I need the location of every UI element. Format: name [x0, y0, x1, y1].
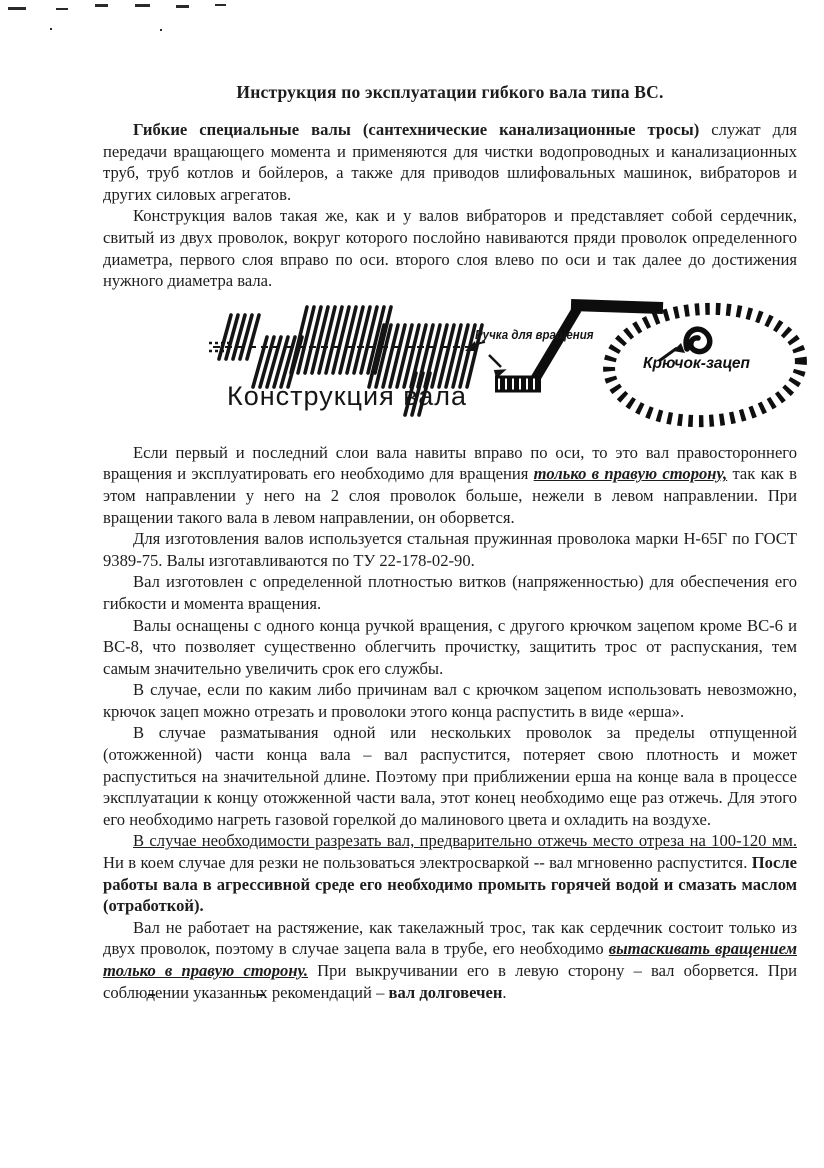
hook-label: Крючок-зацеп [643, 354, 750, 372]
p9-bold: После работы вала в агрессивной среде его необходимо промыть горячей водой и смазать маслом (отработкой). [103, 853, 797, 916]
scan-artifact [95, 4, 108, 7]
scan-artifact [50, 28, 52, 30]
p10-bold-end: вал долговечен [388, 982, 503, 1002]
paragraph-hook-removal: В случае, если по каким либо причинам вал с крючком зацепом использовать невозможно, крючок зацеп можно отрезать и проволоки этого конца распустить в виде «ерша». [103, 680, 797, 721]
paragraph-equipment: Валы оснащены с одного конца ручкой вращения, с другого крючком зацепом кроме ВС-6 и ВС-8, что позволяет существенно облегчить прочистку, защитить трос от распускания, тем самым значительно увеличить срок его службы. [103, 615, 797, 678]
p10-emphasis: вытаскивать вращением только в правую сторону. [103, 939, 798, 980]
scan-artifact [135, 4, 150, 7]
paragraph-cutting [103, 830, 797, 916]
scan-artifact [215, 4, 226, 6]
paragraph-density: Вал изготовлен с определенной плотностью витков (напряженностью) для обеспечения его гибкости и момента вращения. [103, 572, 797, 613]
scan-artifact [56, 8, 68, 10]
paragraph-construction: Конструкция валов такая же, как и у валов вибраторов и представляет собой сердечник, свитый из двух проволок, вокруг которого послойно навиваются пряди проволок определенного диаметра, первого слоя вправо по оси. второго слоя влево по оси и так далее до достижения нужного диаметра вала. [103, 206, 797, 291]
p9-underlined: В случае необходимости разрезать вал, предварительно отжечь место отреза на 100-120 мм. [133, 831, 797, 851]
scan-artifact [176, 5, 189, 8]
page-title: Инструкция по эксплуатации гибкого вала типа ВС. [236, 82, 664, 102]
scan-artifact [160, 29, 162, 31]
paragraph-tension [103, 917, 797, 1003]
p3-after: так как в этом направлении у него на 2 слоя проволок больше, нежели в левом направлении. При вращении такого вала в левом направлении, он оборвется. [103, 464, 797, 527]
p10-period: . [502, 982, 507, 1002]
p10-middle: При выкручивании его в левую сторону – вал оборвется. При соблюдении указанных рекомендаций – [103, 961, 797, 1002]
p9-middle: Ни в коем случае для резки не пользоваться электросваркой -- вал мгновенно распустится. [103, 853, 752, 873]
p10-before: Вал не работает на растяжение, как такелажный трос, так как сердечник состоит только из двух проволок, поэтому в случае зацепа вала в трубе, его необходимо [103, 917, 797, 959]
shaft-caption: Конструкция вала [227, 380, 468, 411]
crank-handle [495, 305, 663, 384]
handle-pointer-arrow [489, 355, 501, 367]
p3-before: Если первый и последний слои вала навиты вправо по оси, то это вал правостороннего вращения и эксплуатировать его необходимо для вращения [103, 442, 797, 484]
p1-bold-lead: Гибкие специальные валы (сантехнические канализационные тросы) [133, 120, 700, 139]
p1-rest: служат для передачи вращающего момента и применяются для чистки водопроводных и канализационных труб, труб котлов и бойлеров, а также для приводов шлифовальных машинок, вибраторов и других силовых агрегатов. [103, 120, 798, 204]
paragraph-purpose [103, 119, 797, 205]
hook-icon [686, 329, 710, 351]
document-content [103, 82, 797, 1003]
shaft-figure [103, 295, 797, 437]
paragraph-rotation-direction [103, 442, 797, 528]
scan-artifact [8, 7, 26, 10]
handle-label: Ручка для вращения [475, 327, 594, 342]
paragraph-material: Для изготовления валов используется стальная пружинная проволока марки Н-65Г по ГОСТ 9389-75. Валы изготавливаются по ТУ 22-178-02-90. [103, 529, 797, 570]
p3-emphasis: только в правую сторону, [533, 464, 728, 484]
paragraph-unwinding: В случае разматывания одной или нескольких проволок за пределы отпущенной (отожженной) части конца вала – вал распустится, потеряет свою плотность и может распуститься на значительной длине. Поэтому при приближении ерша на конце вала в процессе эксплуатации к концу отожженной части вала, этот конец необходимо еще раз отжечь. Для этого его необходимо нагреть газовой горелкой до малинового цвета и охладить на воздухе. [103, 723, 797, 829]
